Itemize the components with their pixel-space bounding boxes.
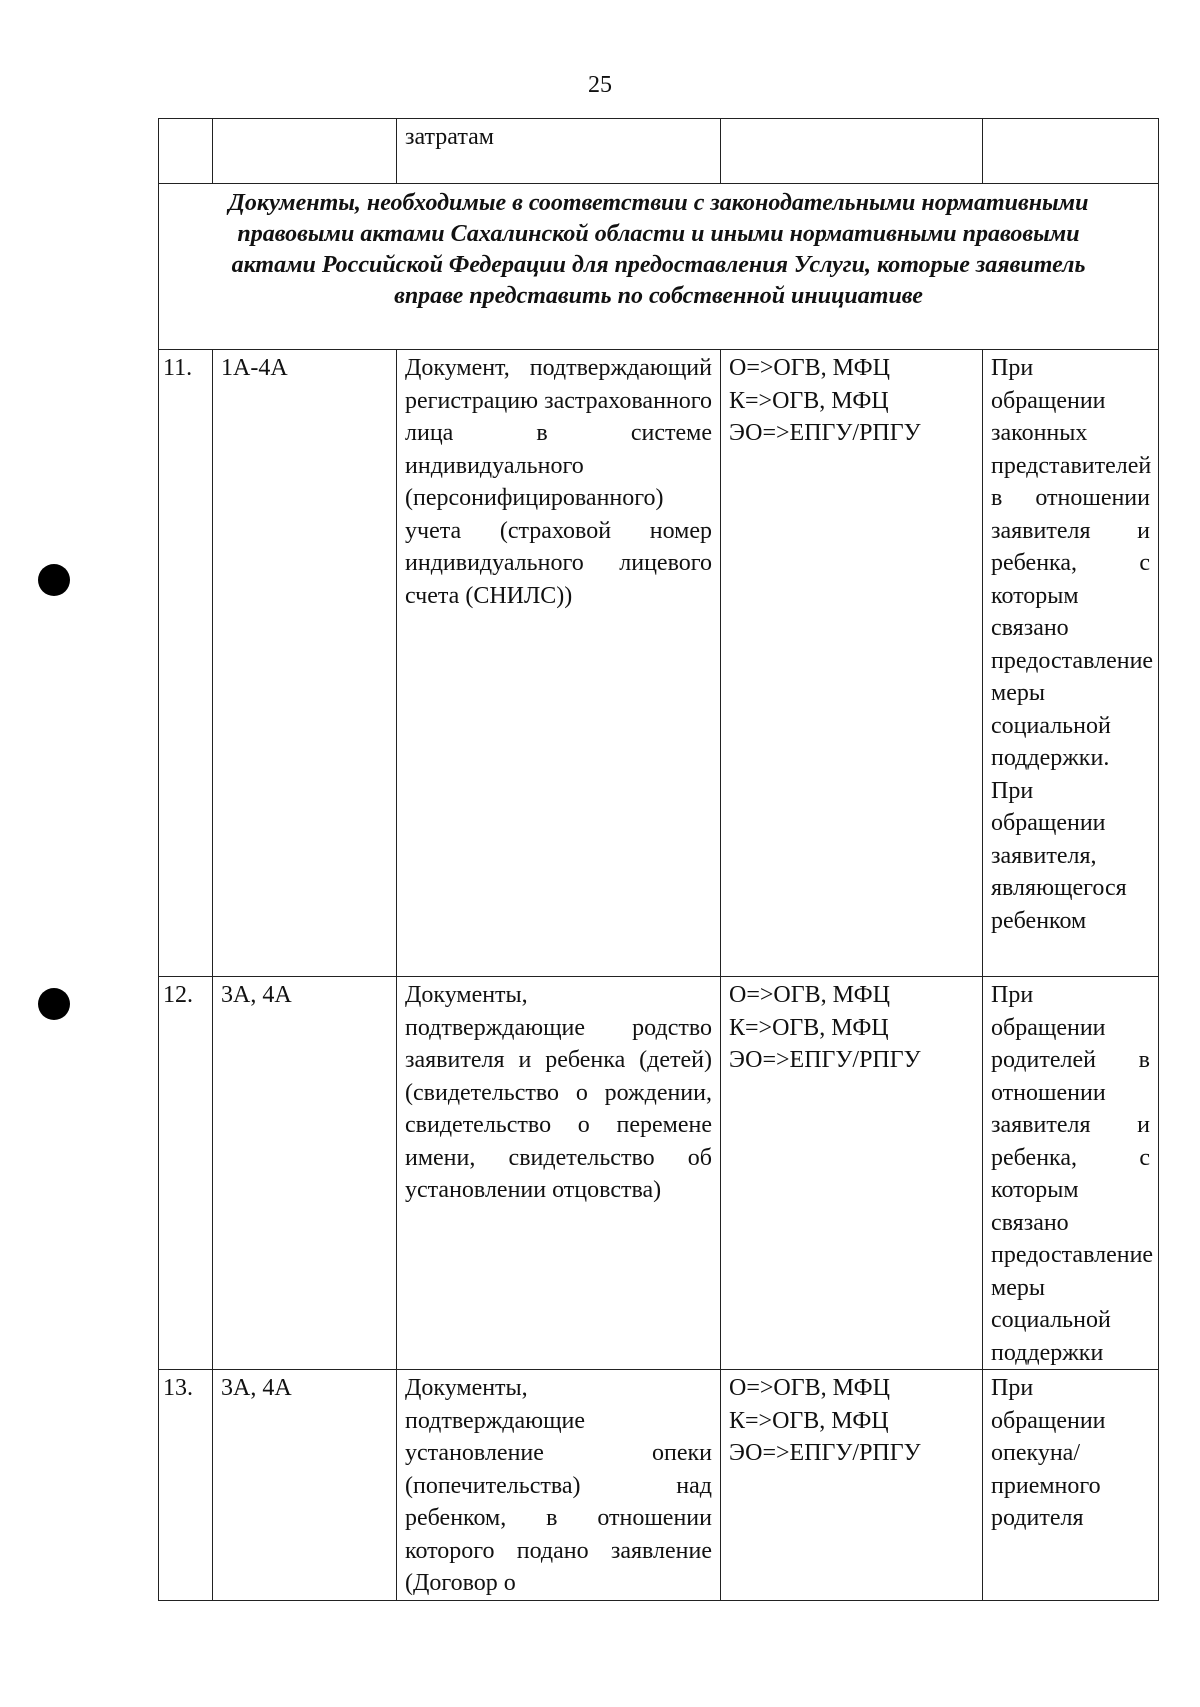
cell-num <box>159 119 213 184</box>
table-row <box>159 977 1159 1370</box>
cell-note: При обращении законных представителей в отношении заявителя и ребенка, с которым связано предоставление меры социальной поддержки. При обращении заявителя, являющегося ребенком <box>983 350 1159 977</box>
cell-document: Документ, подтверждающий регистрацию застрахованного лица в системе индивидуального (персонифицированного) учета (страховой номер индивидуального лицевого счета (СНИЛС)) <box>397 350 721 977</box>
cell-category <box>213 119 397 184</box>
cell-channels <box>721 119 983 184</box>
table-row-continuation <box>159 119 1159 184</box>
page-number: 25 <box>588 72 612 98</box>
table-section-header-row <box>159 184 1159 350</box>
cell-num: 12. <box>159 977 213 1370</box>
table-row <box>159 1370 1159 1601</box>
cell-category: 3А, 4А <box>213 977 397 1370</box>
punch-hole-top <box>38 564 70 596</box>
cell-num: 11. <box>159 350 213 977</box>
cell-channels: О=>ОГВ, МФЦ К=>ОГВ, МФЦ ЭО=>ЕПГУ/РПГУ <box>721 1370 983 1601</box>
cell-channels: О=>ОГВ, МФЦ К=>ОГВ, МФЦ ЭО=>ЕПГУ/РПГУ <box>721 977 983 1370</box>
documents-table <box>158 118 1159 1601</box>
cell-num: 13. <box>159 1370 213 1601</box>
cell-note: При обращении родителей в отношении заявителя и ребенка, с которым связано предоставление меры социальной поддержки <box>983 977 1159 1370</box>
cell-channels: О=>ОГВ, МФЦ К=>ОГВ, МФЦ ЭО=>ЕПГУ/РПГУ <box>721 350 983 977</box>
cell-document: затратам <box>397 119 721 184</box>
punch-hole-bottom <box>38 988 70 1020</box>
cell-document: Документы, подтверждающие родство заявителя и ребенка (детей) (свидетельство о рождении, свидетельство о перемене имени, свидетельство об установлении отцовства) <box>397 977 721 1370</box>
table-row <box>159 350 1159 977</box>
cell-note: При обращении опекуна/приемного родителя <box>983 1370 1159 1601</box>
cell-category: 3А, 4А <box>213 1370 397 1601</box>
section-header: Документы, необходимые в соответствии с законодательными нормативными правовыми актами Сахалинской области и иными нормативными правовыми актами Российской Федерации для предоставления Услуги, которые заявитель вправе представить по собственной инициативе <box>159 184 1159 350</box>
cell-document: Документы, подтверждающие установление опеки (попечительства) над ребенком, в отношении которого подано заявление (Договор о <box>397 1370 721 1601</box>
cell-note <box>983 119 1159 184</box>
cell-category: 1А-4А <box>213 350 397 977</box>
